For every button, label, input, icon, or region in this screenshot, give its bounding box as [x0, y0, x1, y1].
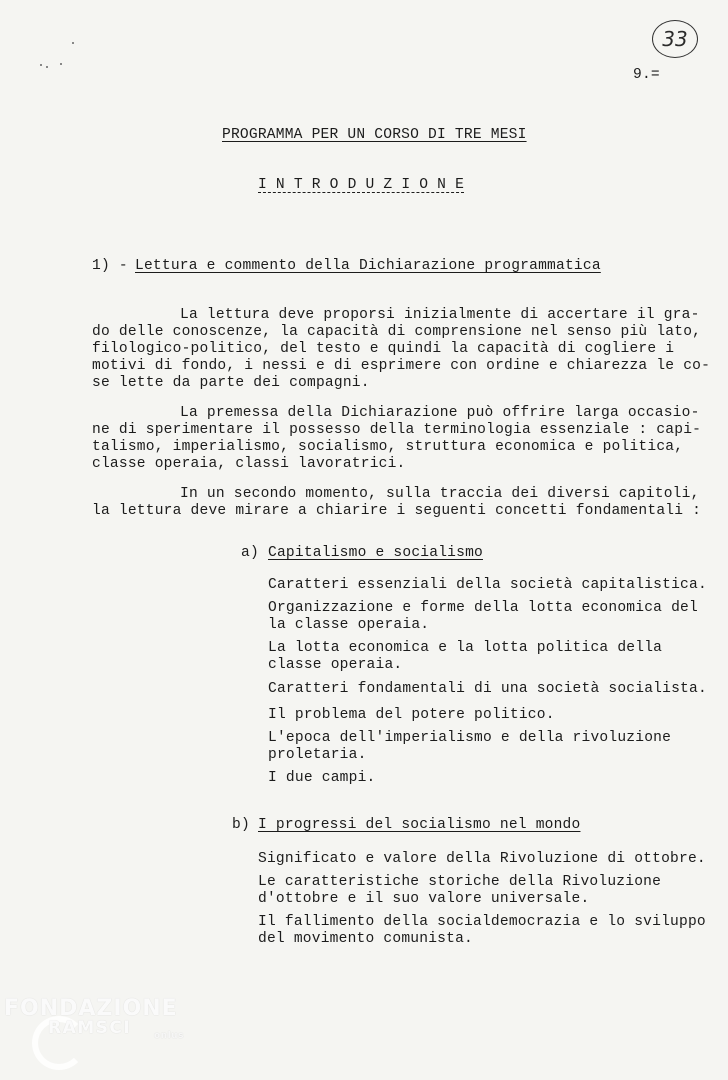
- list-item: proletaria.: [268, 747, 367, 763]
- list-item: d'ottobre e il suo valore universale.: [258, 891, 590, 907]
- list-item: I due campi.: [268, 770, 376, 786]
- list-item: La lotta economica e la lotta politica della: [268, 640, 663, 656]
- section-a-heading: Capitalismo e socialismo: [268, 545, 483, 561]
- paragraph-line: motivi di fondo, i nessi e di esprimere con ordine e chiarezza le co-: [92, 358, 711, 374]
- list-item: la classe operaia.: [268, 617, 430, 633]
- paragraph-line: In un secondo momento, sulla traccia dei diversi capitoli,: [180, 486, 700, 502]
- paragraph-line: talismo, imperialismo, socialismo, struttura economica e politica,: [92, 439, 684, 455]
- list-item: Caratteri fondamentali di una società socialista.: [268, 681, 707, 697]
- paragraph-line: do delle conoscenze, la capacità di comprensione nel senso più lato,: [92, 324, 702, 340]
- speck: [40, 64, 42, 66]
- archive-number: 33: [662, 27, 688, 51]
- item1-heading: Lettura e commento della Dichiarazione programmatica: [135, 258, 601, 274]
- list-item: Caratteri essenziali della società capitalistica.: [268, 577, 707, 593]
- section-title: I N T R O D U Z I O N E: [258, 177, 465, 193]
- speck: [72, 42, 74, 44]
- list-item: Il problema del potere politico.: [268, 707, 555, 723]
- paragraph-line: La lettura deve proporsi inizialmente di accertare il gra-: [180, 307, 700, 323]
- speck: [46, 66, 48, 68]
- paragraph-line: la lettura deve mirare a chiarire i seguenti concetti fondamentali :: [92, 503, 702, 519]
- list-item: classe operaia.: [268, 657, 403, 673]
- section-b-heading: I progressi del socialismo nel mondo: [258, 817, 581, 833]
- section-a-marker: a): [241, 545, 259, 561]
- watermark-line1: FONDAZIONE: [4, 996, 178, 1021]
- fondazione-gramsci-watermark: [4, 996, 184, 1041]
- list-item: del movimento comunista.: [258, 931, 473, 947]
- watermark-line3: onlus: [154, 1031, 184, 1041]
- list-item: Organizzazione e forme della lotta economica del: [268, 600, 698, 616]
- list-item: Il fallimento della socialdemocrazia e lo sviluppo: [258, 914, 706, 930]
- archive-number-stamp: [652, 20, 698, 58]
- speck: [60, 63, 62, 65]
- paragraph-line: La premessa della Dichiarazione può offrire larga occasio-: [180, 405, 700, 421]
- paragraph-line: ne di sperimentare il possesso della terminologia essenziale : capi-: [92, 422, 702, 438]
- paragraph-line: filologico-politico, del testo e quindi la capacità di cogliere i: [92, 341, 675, 357]
- document-title: PROGRAMMA PER UN CORSO DI TRE MESI: [222, 127, 527, 143]
- list-item: L'epoca dell'imperialismo e della rivoluzione: [268, 730, 672, 746]
- section-b-marker: b): [232, 817, 250, 833]
- paragraph-line: se lette da parte dei compagni.: [92, 375, 370, 391]
- item1-number: 1) -: [92, 258, 128, 274]
- watermark-line2: RAMSCI: [48, 1018, 132, 1038]
- list-item: Significato e valore della Rivoluzione di ottobre.: [258, 851, 706, 867]
- list-item: Le caratteristiche storiche della Rivoluzione: [258, 874, 662, 890]
- page-number: 9.=: [633, 67, 660, 83]
- paragraph-line: classe operaia, classi lavoratrici.: [92, 456, 406, 472]
